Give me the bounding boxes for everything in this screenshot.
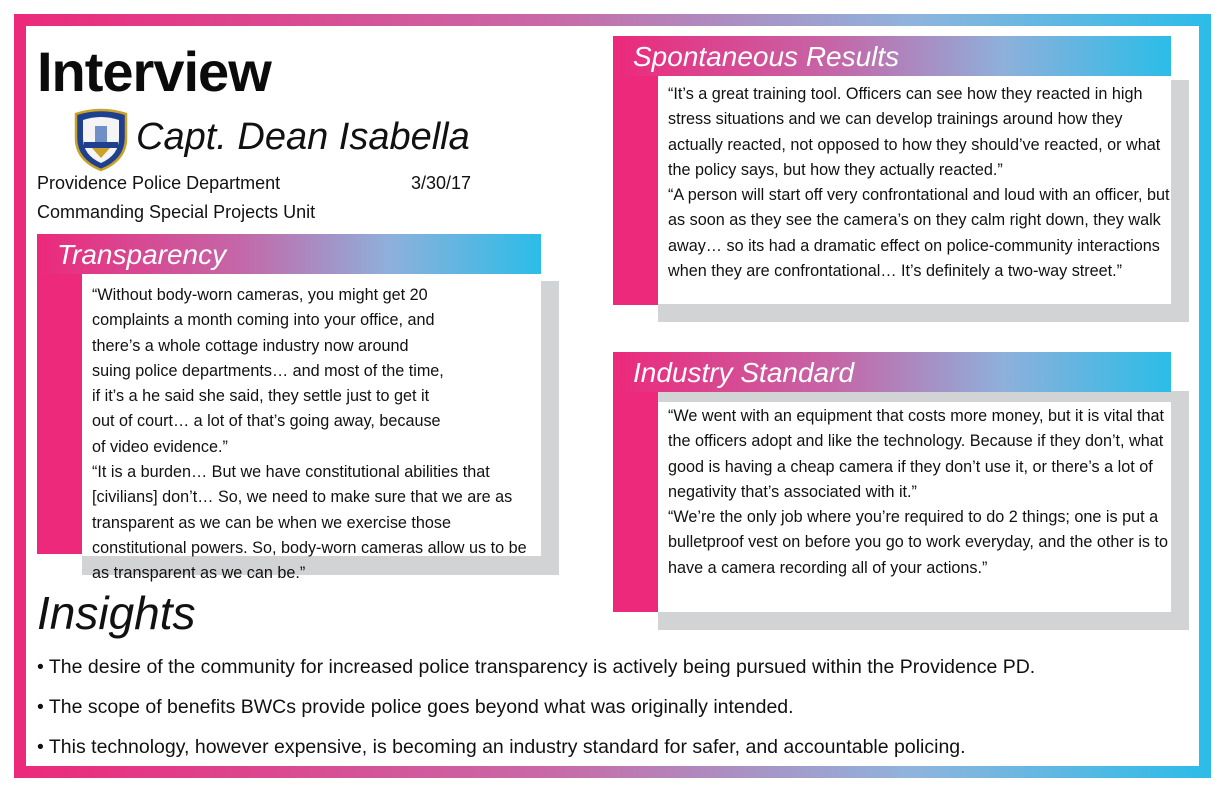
page-title: Interview [37,40,271,103]
interview-date: 3/30/17 [411,173,472,193]
insight-bullet: • The scope of benefits BWCs provide police goes beyond what was originally intended. [37,696,794,718]
organization: Providence Police Department [37,173,281,193]
insights-heading: Insights [37,587,196,639]
unit: Commanding Special Projects Unit [37,202,316,222]
insight-bullet: • The desire of the community for increased police transparency is actively being pursued within the Providence PD. [37,656,1036,678]
police-badge-icon [72,108,130,172]
card-heading: Spontaneous Results [633,41,900,72]
card-accent-bar [37,234,82,554]
quote: “It is a burden… But we have constitutional abilities that [civilians] don’t… So, we need to make sure that we are as transparent as we can be when we exercise those constitutional powers. So, body-worn cameras allow us to be as transparent as we can be.” [92,463,527,583]
quote: “Without body-worn cameras, you might get 20 complaints a month coming into your office, and there’s a whole cottage industry now around suing police departments… and most of the time, if it’s a he said she said, they settle just to get it out of court… a lot of that’s going away, because of video evidence.” [92,286,444,456]
card-body [658,402,1171,612]
quote: “We went with an equipment that costs more money, but it is vital that the officers adopt and like the technology. Because if they don’t, what good is having a cheap camera if they don’t use it, or there’s a lot of negativity that’s associated with it.” [668,407,1165,501]
card-body [658,80,1171,304]
quote: “A person will start off very confrontational and loud with an officer, but as soon as they see the camera’s on they calm right down, they walk away… so its had a dramatic effect on police-community interactions when they are confrontational… It’s definitely a two-way street.” [668,186,1170,281]
card-header [613,36,1171,76]
card-body [82,281,541,583]
card-header [37,234,541,274]
card-heading: Transparency [57,239,227,270]
card-accent-bar [613,36,658,305]
quote: “We’re the only job where you’re required to do 2 things; one is put a bulletproof vest on before you go to work everyday, and the other is to have a camera recording all of your actions.” [668,508,1169,577]
interviewee-name: Capt. Dean Isabella [136,116,470,158]
card-heading: Industry Standard [633,357,855,388]
insight-bullet: • This technology, however expensive, is becoming an industry standard for safer, and accountable policing. [37,736,966,758]
quote: “It’s a great training tool. Officers can see how they reacted in high stress situations and we can develop trainings around how they actually reacted, not opposed to how they should’ve reacted, or what the policy says, but how they actually reacted.” [668,85,1161,179]
card-header [613,352,1171,392]
